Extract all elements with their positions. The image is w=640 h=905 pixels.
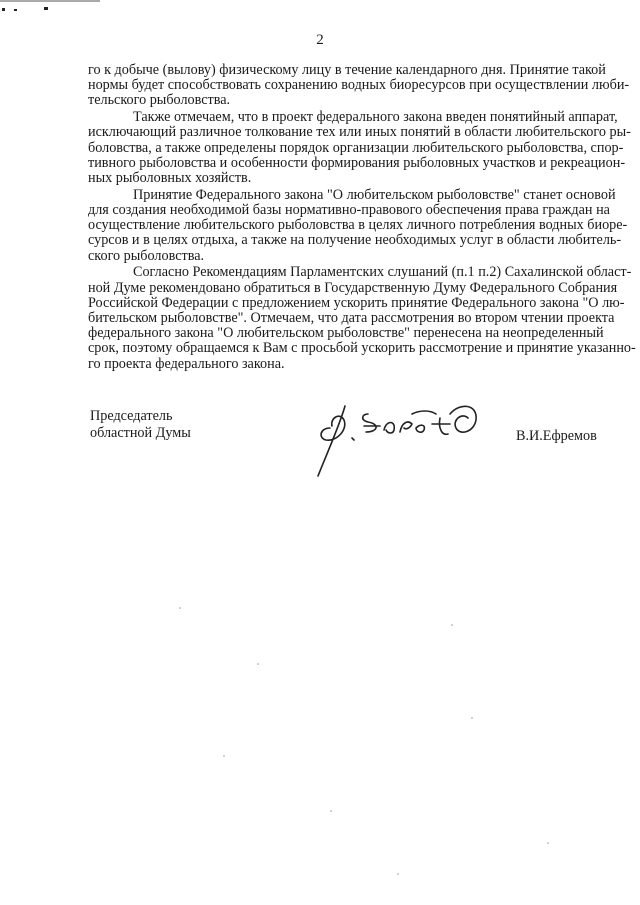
text-line: Российской Федерации с предложением ускорить принятие Федерального закона "О лю- <box>88 294 625 311</box>
text-line: ных рыболовных хозяйств. <box>88 170 252 187</box>
handwritten-signature <box>300 384 500 484</box>
text-line: бительском рыболовстве". Отмечаем, что дата рассмотрения во втором чтении проекта <box>88 310 615 327</box>
text-line: для создания необходимой базы нормативно-правового обеспечения права граждан на <box>88 202 610 219</box>
text-line: го к добыче (вылову) физическому лицу в течение календарного дня. Принятие такой <box>88 62 606 78</box>
signatory-position <box>90 408 191 442</box>
text-line: тельского рыболовства. <box>88 92 231 109</box>
paragraph-1 <box>88 62 630 109</box>
position-line: областной Думы <box>90 425 191 441</box>
position-line: Председатель <box>90 408 173 424</box>
page-number: 2 <box>316 32 324 48</box>
text-line: сурсов и в целях отдыха, а также на получение необходимых услуг в области любитель- <box>88 232 622 249</box>
text-line: нормы будет способствовать сохранению водных биоресурсов при осуществлении люби- <box>88 77 630 94</box>
text-line: ского рыболовства. <box>88 247 205 264</box>
paragraph-2 <box>88 109 631 187</box>
text-line: срок, поэтому обращаемся к Вам с просьбой ускорить рассмотрение и принятие указанно- <box>88 340 636 357</box>
text-line: ной Думе рекомендовано обратиться в Государственную Думу Федерального Собрания <box>88 279 618 296</box>
text-line: осуществление любительского рыболовства в целях личного потребления водных биоре- <box>88 217 628 234</box>
paragraph-4 <box>88 264 636 372</box>
signatory-name: В.И.Ефремов <box>516 428 597 444</box>
text-line: исключающий различное толкование тех или иных понятий в области любительского ры- <box>88 124 631 141</box>
scan-marks-decoration <box>0 0 110 20</box>
text-line: Согласно Рекомендациям Парламентских слушаний (п.1 п.2) Сахалинской област- <box>133 264 632 281</box>
letter-body <box>88 62 636 373</box>
text-line: федерального закона "О любительском рыболовстве" перенесена на неопределенный <box>88 325 604 342</box>
text-line: го проекта федерального закона. <box>88 355 285 372</box>
paragraph-3 <box>88 186 628 264</box>
text-line: тивного рыболовства и особенности формирования рыболовных участков и рекреацион- <box>88 154 626 171</box>
text-line: Принятие Федерального закона "О любительском рыболовстве" станет основой <box>133 186 616 203</box>
text-line: Также отмечаем, что в проект федерального закона введен понятийный аппарат, <box>133 109 618 126</box>
text-line: боловства, а также определены порядок организации любительского рыболовства, спор- <box>88 139 624 156</box>
